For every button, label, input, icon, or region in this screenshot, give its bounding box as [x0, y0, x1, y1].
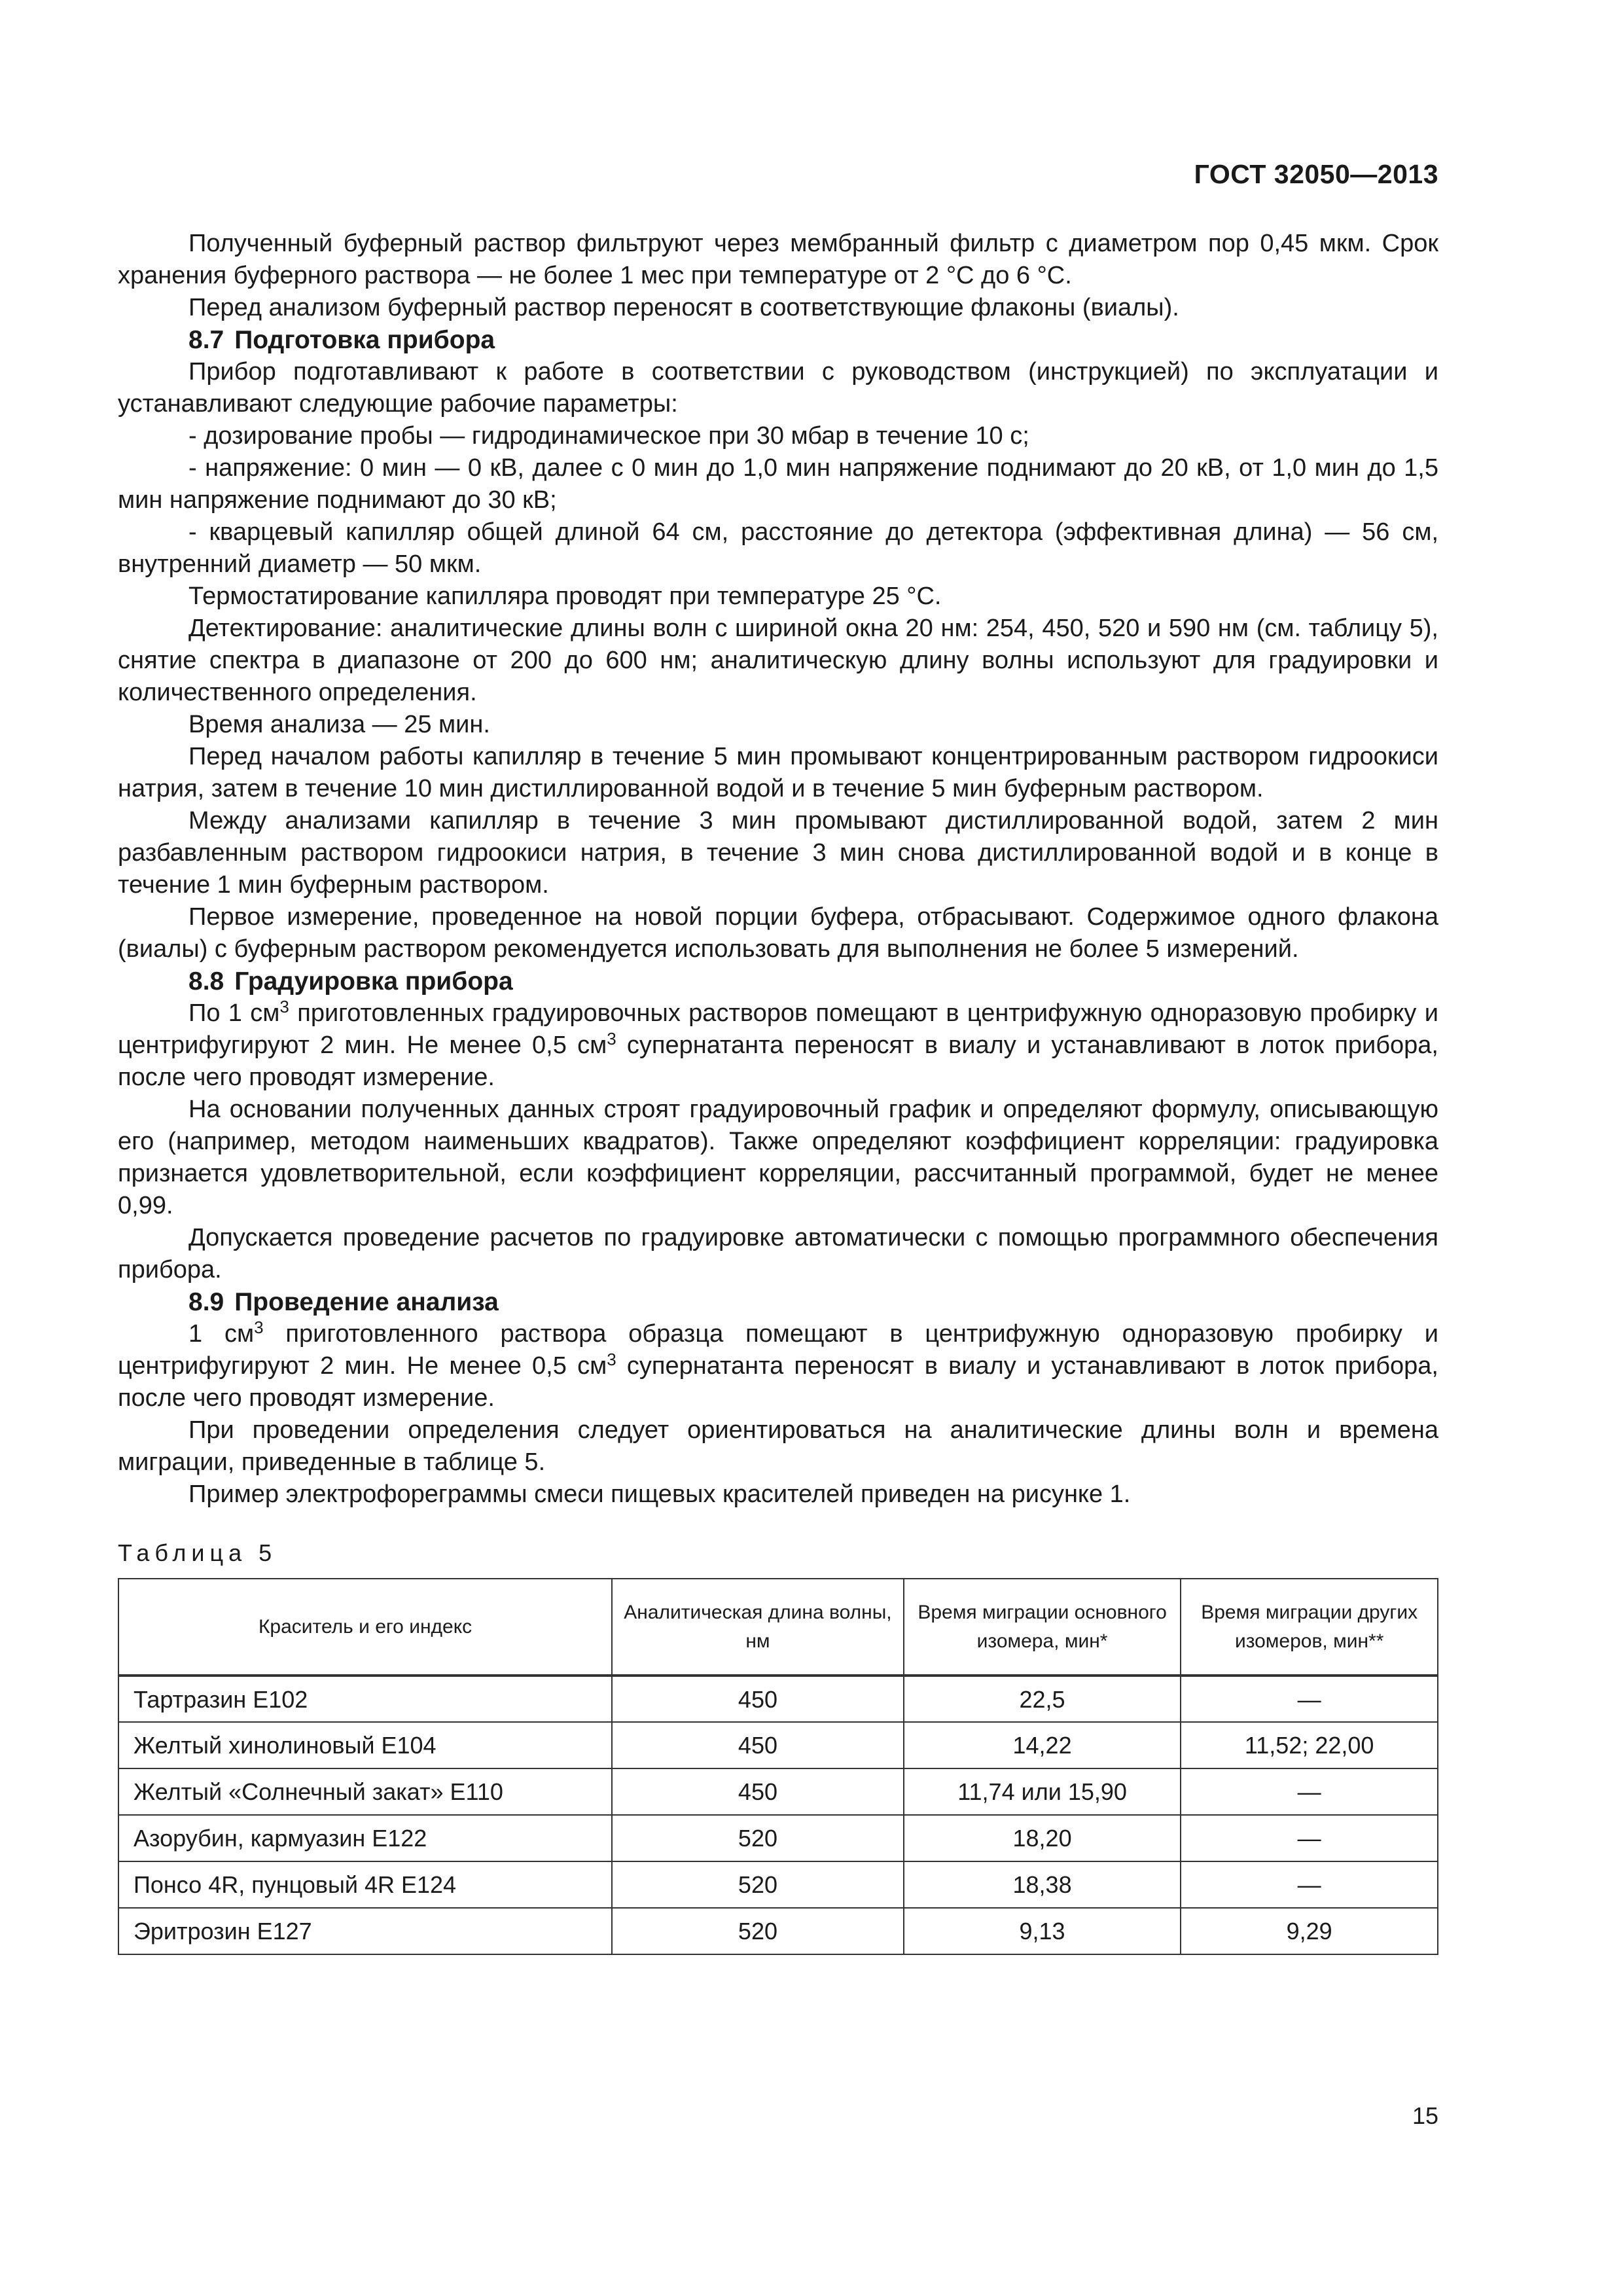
list-item: - кварцевый капилляр общей длиной 64 см, расстояние до детектора (эффективная длина) — 56 см, внутренний диаметр — 50 мкм.	[118, 518, 1438, 578]
section-title: Проведение анализа	[234, 1288, 499, 1316]
table-cell: 450	[612, 1676, 904, 1722]
page-number: 15	[1412, 2102, 1438, 2129]
paragraph: Детектирование: аналитические длины волн с шириной окна 20 нм: 254, 450, 520 и 590 нм (см. таблицу 5), снятие спектра в диапазоне от 200 до 600 нм; аналитическую длину волны используют для градуировки и количественного определения.	[118, 615, 1438, 706]
table-5	[118, 1578, 1438, 1955]
list-item: - напряжение: 0 мин — 0 кВ, далее с 0 мин до 1,0 мин напряжение поднимают до 20 кВ, от 1,0 мин до 1,5 мин напряжение поднимают до 30 кВ;	[118, 454, 1438, 514]
document-page	[118, 0, 1438, 2296]
paragraph: Пример электрофореграммы смеси пищевых красителей приведен на рисунке 1.	[188, 1480, 1131, 1508]
table-cell: 11,74 или 15,90	[904, 1768, 1181, 1815]
column-header: Аналитическая длина волны, нм	[612, 1579, 904, 1676]
table-cell: 520	[612, 1861, 904, 1908]
table-header-row	[118, 1579, 1438, 1676]
section-number: 8.9	[188, 1288, 224, 1316]
table-cell: 18,38	[904, 1861, 1181, 1908]
table-row	[118, 1908, 1438, 1954]
table-cell: 22,5	[904, 1676, 1181, 1722]
column-header: Время миграции основного изомера, мин*	[904, 1579, 1181, 1676]
table-row	[118, 1815, 1438, 1861]
list-item: - дозирование пробы — гидродинамическое при 30 мбар в течение 10 с;	[188, 422, 1029, 450]
table-cell: 450	[612, 1768, 904, 1815]
table-caption: Таблица 5	[118, 1539, 277, 1566]
column-header: Время миграции других изомеров, мин**	[1181, 1579, 1438, 1676]
section-title: Подготовка прибора	[234, 326, 495, 354]
document-header: ГОСТ 32050—2013	[1194, 159, 1438, 189]
table-cell: 520	[612, 1815, 904, 1861]
table-row	[118, 1768, 1438, 1815]
paragraph: Прибор подготавливают к работе в соответствии с руководством (инструкцией) по эксплуатации и устанавливают следующие рабочие параметры:	[118, 358, 1438, 418]
paragraph: Допускается проведение расчетов по градуировке автоматически с помощью программного обеспечения прибора.	[118, 1224, 1438, 1283]
document-body	[118, 228, 1438, 1955]
table-cell: Тартразин Е102	[118, 1676, 612, 1722]
column-header: Краситель и его индекс	[118, 1579, 612, 1676]
table-cell: 11,52; 22,00	[1181, 1722, 1438, 1768]
paragraph: Перед началом работы капилляр в течение 5 мин промывают концентрированным раствором гидроокиси натрия, затем в течение 10 мин дистиллированной водой и в течение 5 мин буферным раствором.	[118, 743, 1438, 802]
table-cell: 9,13	[904, 1908, 1181, 1954]
table-cell: Эритрозин Е127	[118, 1908, 612, 1954]
section-heading-8-9	[188, 1286, 1438, 1318]
table-cell: 14,22	[904, 1722, 1181, 1768]
table-cell: Желтый «Солнечный закат» Е110	[118, 1768, 612, 1815]
paragraph: Термостатирование капилляра проводят при температуре 25 °С.	[188, 583, 942, 610]
paragraph: При проведении определения следует ориентироваться на аналитические длины волн и времена миграции, приведенные в таблице 5.	[118, 1416, 1438, 1476]
paragraph: Полученный буферный раствор фильтруют через мембранный фильтр с диаметром пор 0,45 мкм. Срок хранения буферного раствора — не более 1 мес при температуре от 2 °С до 6 °С.	[118, 230, 1438, 289]
table-cell: 18,20	[904, 1815, 1181, 1861]
section-heading-8-7	[188, 324, 1438, 356]
paragraph: Время анализа — 25 мин.	[188, 711, 490, 738]
paragraph: Первое измерение, проведенное на новой порции буфера, отбрасывают. Содержимое одного флакона (виалы) с буферным раствором рекомендуется использовать для выполнения не более 5 измерений.	[118, 903, 1438, 963]
table-cell: 450	[612, 1722, 904, 1768]
section-number: 8.8	[188, 967, 224, 996]
table-cell: Азорубин, кармуазин Е122	[118, 1815, 612, 1861]
table-cell: 9,29	[1181, 1908, 1438, 1954]
table-row	[118, 1676, 1438, 1722]
section-heading-8-8	[188, 965, 1438, 997]
table-cell: —	[1181, 1815, 1438, 1861]
section-number: 8.7	[188, 326, 224, 354]
table-cell: —	[1181, 1861, 1438, 1908]
table-row	[118, 1861, 1438, 1908]
table-cell: Понсо 4R, пунцовый 4R Е124	[118, 1861, 612, 1908]
paragraph: Между анализами капилляр в течение 3 мин промывают дистиллированной водой, затем 2 мин разбавленным раствором гидроокиси натрия, в течение 3 мин снова дистиллированной водой и в конце в течение 1 мин буферным раствором.	[118, 807, 1438, 899]
table-cell: —	[1181, 1768, 1438, 1815]
table-cell: —	[1181, 1676, 1438, 1722]
paragraph: 1 $см^3$ приготовленного раствора образца помещают в центрифужную одноразовую пробирку и центрифугируют 2 мин. Не менее 0,5 $см^3$ супернатанта переносят в виалу и устанавливают в лоток прибора, после чего проводят измерение.	[118, 1318, 1438, 1412]
paragraph: На основании полученных данных строят градуировочный график и определяют формулу, описывающую его (например, методом наименьших квадратов). Также определяют коэффициент корреляции: градуировка признается удовлетворительной, если коэффициент корреляции, рассчитанный программой, будет не менее 0,99.	[118, 1096, 1438, 1219]
table-cell: 520	[612, 1908, 904, 1954]
table-row	[118, 1722, 1438, 1768]
table-cell: Желтый хинолиновый Е104	[118, 1722, 612, 1768]
paragraph: Перед анализом буферный раствор переносят в соответствующие флаконы (виалы).	[188, 294, 1179, 321]
section-title: Градуировка прибора	[234, 967, 513, 996]
paragraph: По 1 $см^3$ приготовленных градуировочных растворов помещают в центрифужную одноразовую пробирку и центрифугируют 2 мин. Не менее 0,5 $см^3$ супернатанта переносят в виалу и устанавливают в лоток прибора, после чего проводят измерение.	[118, 997, 1438, 1091]
